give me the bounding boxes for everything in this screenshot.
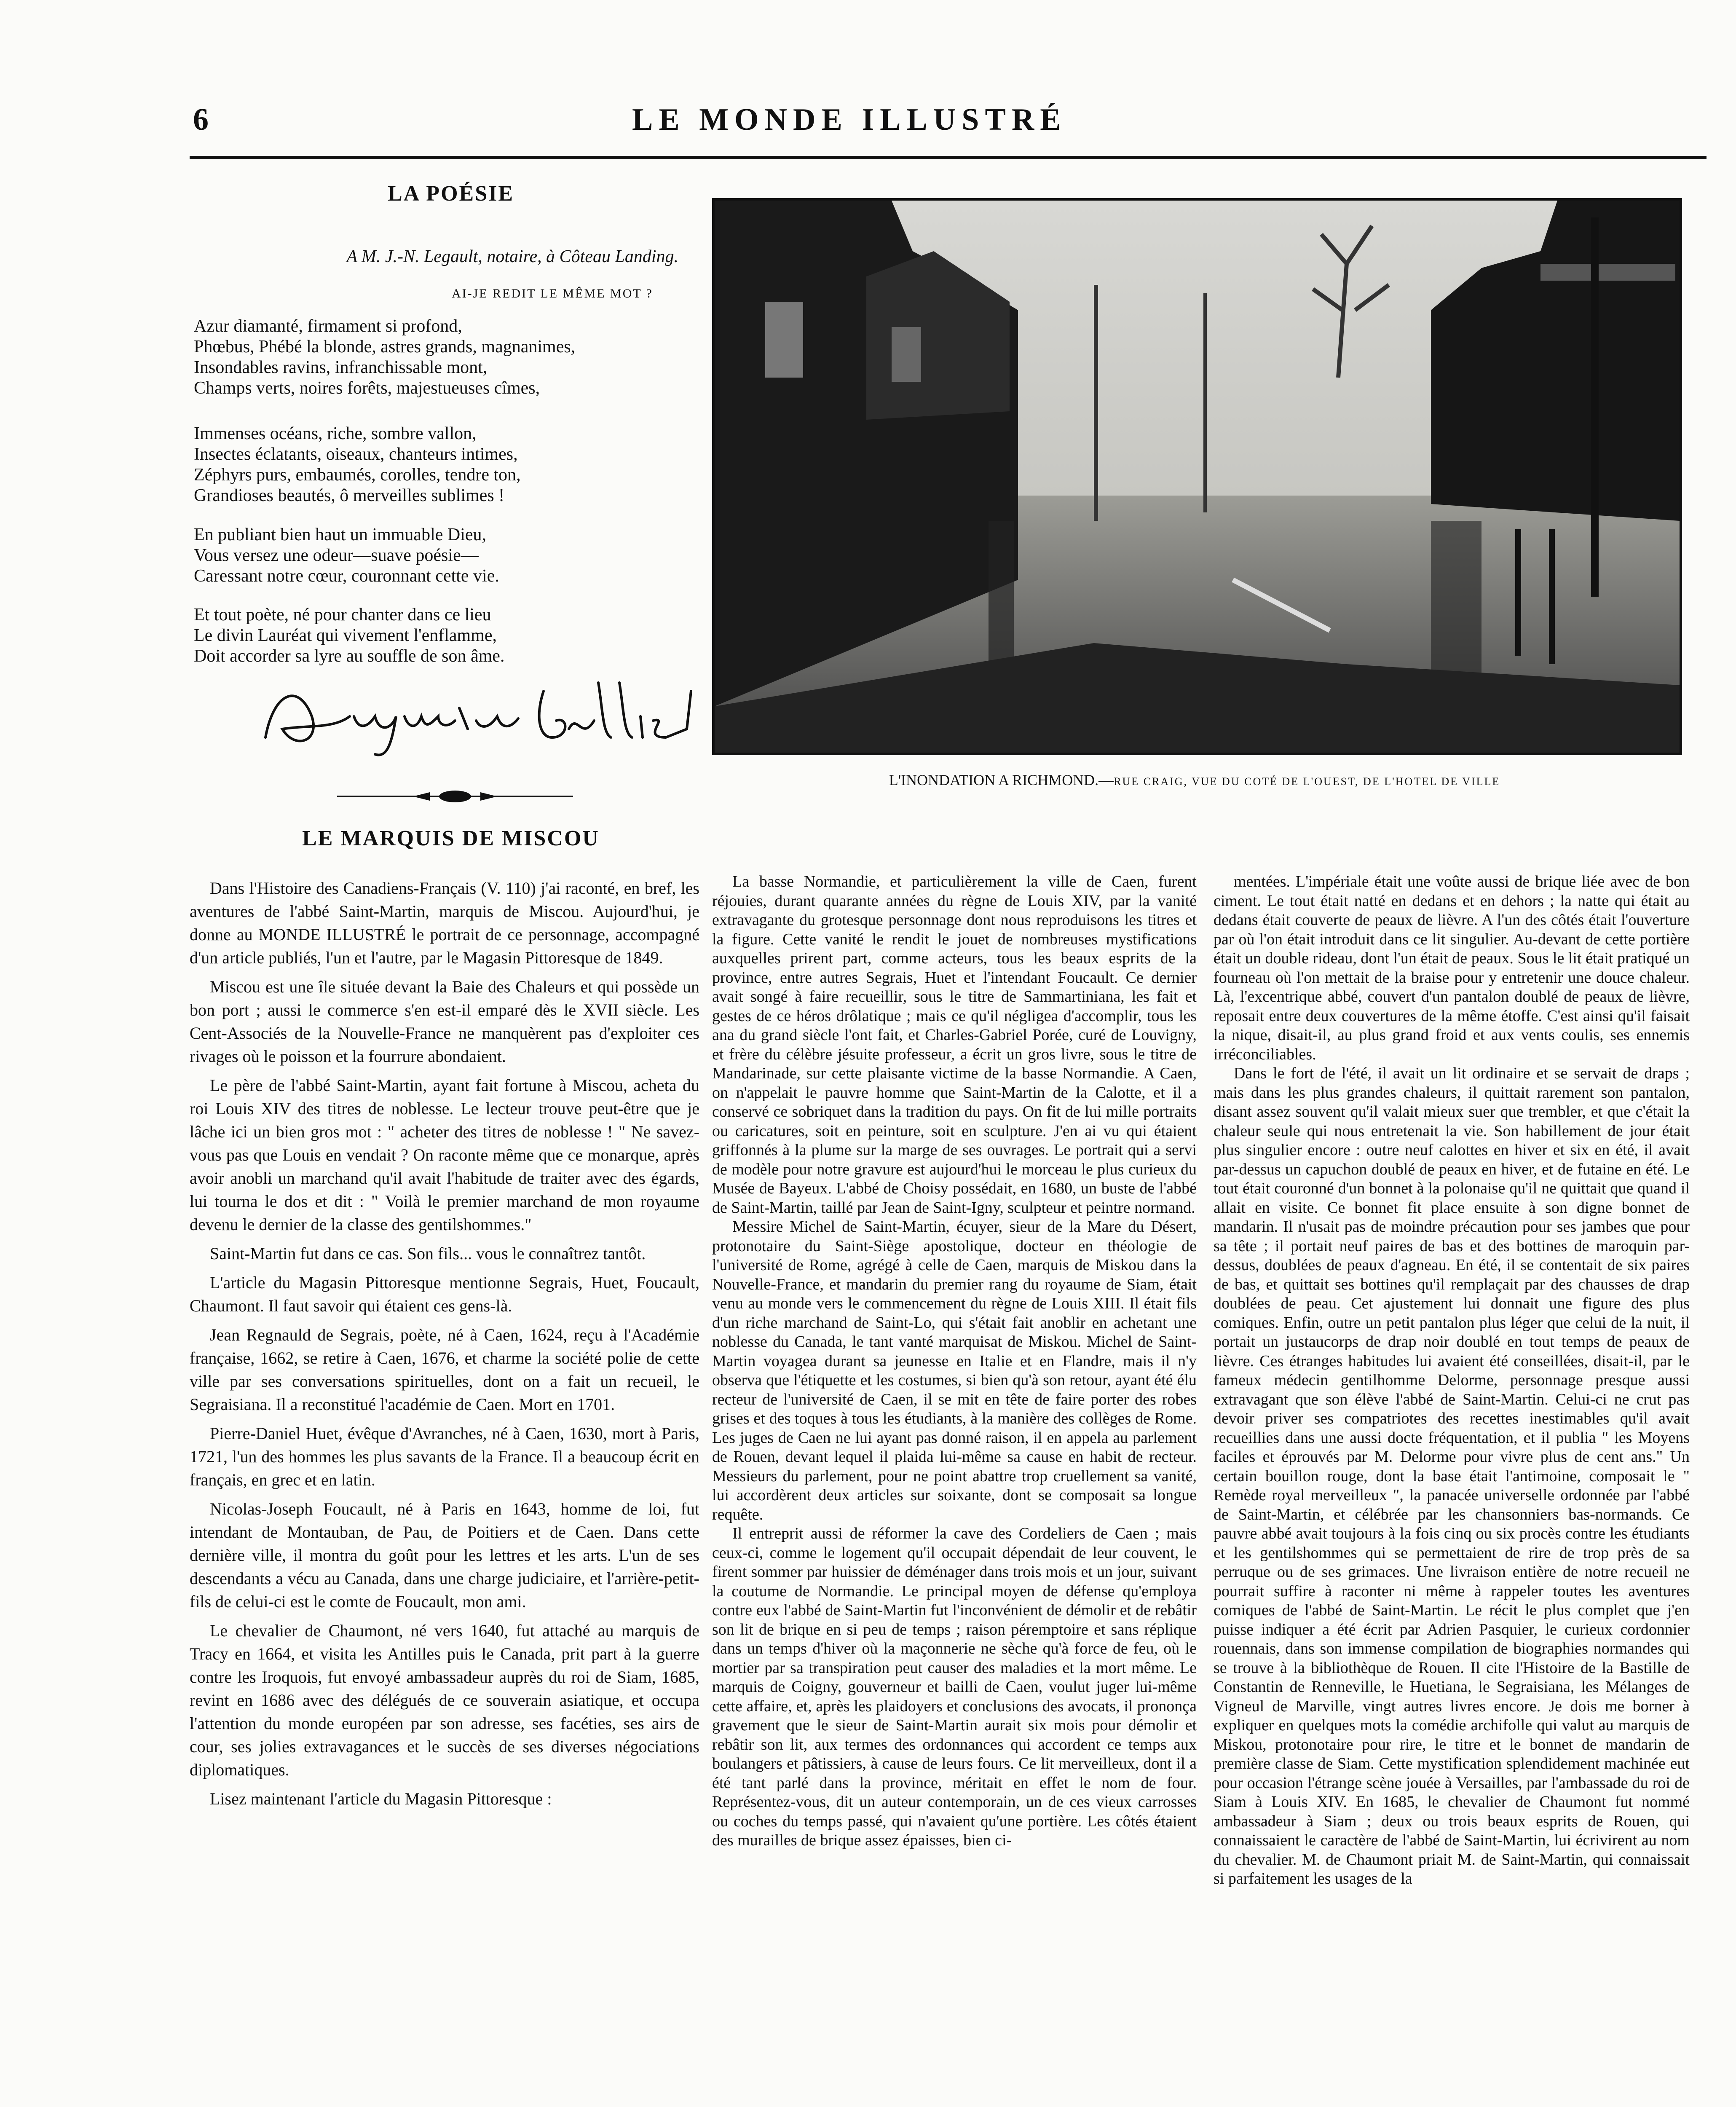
poem-stanza (194, 424, 742, 506)
poem-line: Doit accorder sa lyre au souffle de son âme. (194, 646, 505, 666)
article-paragraph: Lisez maintenant l'article du Magasin Pittoresque : (210, 1789, 552, 1808)
poem-line: Grandioses beautés, ô merveilles sublimes ! (194, 486, 505, 505)
article-paragraph: Jean Regnauld de Segrais, poète, né à Caen, 1624, reçu à l'Académie française, 1662, se retire à Caen, 1676, et charme la société polie de cette ville par ses conversations spirituelles, dont on a fait un recueil, le Segraisiana. Il a reconstitué l'académie de Caen. Mort en 1701. (190, 1325, 699, 1414)
article-paragraph: Messire Michel de Saint-Martin, écuyer, sieur de la Mare du Désert, protonotaire du Saint-Siège apostolique, docteur en théologie de l'université de Rome, agrégé à celle de Caen, marquis de Miskou dans la Nouvelle-France, et mandarin du premier rang du royaume de Siam, était venu au monde vers le commencement du règne de Louis XIII. Il était fils d'un riche marchand de Saint-Lo, qui s'était fait anoblir en achetant une noblesse du Canada, le tant vanté marquisat de Miskou. Michel de Saint-Martin voyagea durant sa jeunesse en Italie et en Flandre, mais il n'y observa que l'étiquette et les costumes, si bien qu'à son retour, ayant été élu recteur de l'université de Caen, il se mit en tête de faire porter des robes grises et des toques à tous les étudiants, à la manière des collèges de Rome. Les juges de Caen ne lui ayant pas donné raison, il en appela au parlement de Rouen, devant lequel il plaida lui-même sa cause en habit de recteur. Messieurs du parlement, pour ne point abattre trop cruellement sa vanité, lui accordèrent deux articles sur soixante, dont se composait sa longue requête. (712, 1218, 1197, 1523)
poem-epigraph: AI-JE REDIT LE MÊME MOT ? (451, 287, 653, 300)
poem-stanza (194, 316, 742, 399)
poem-stanza (194, 605, 742, 667)
poem-line: Le divin Lauréat qui vivement l'enflamme, (194, 626, 497, 645)
poem-title: LA POÉSIE (387, 182, 514, 206)
article-column-2 (712, 872, 1197, 1850)
photo-caption-detail: RUE CRAIG, VUE DU COTÉ DE L'OUEST, DE L'HOTEL DE VILLE (1114, 775, 1500, 788)
article-paragraph: Miscou est une île située devant la Baie des Chaleurs et qui possède un bon port ; aussi le commerce s'en est-il emparé dès le XVII siècle. Les Cent-Associés de la Nouvelle-France ne manquèrent pas d'exploiter ces rivages où le poisson et la fourrure abondaient. (190, 977, 699, 1066)
page-number: 6 (193, 102, 209, 137)
poem-line: Phœbus, Phébé la blonde, astres grands, magnanimes, (194, 337, 576, 357)
article-paragraph: Pierre-Daniel Huet, évêque d'Avranches, né à Caen, 1630, mort à Paris, 1721, l'un des hommes les plus savants de la France. Il a beaucoup écrit en français, en grec et en latin. (190, 1424, 699, 1489)
article-column-3 (1214, 872, 1690, 1889)
article-paragraph: Le chevalier de Chaumont, né vers 1640, fut attaché au marquis de Tracy en 1664, et visita les Antilles puis le Canada, prit part à la guerre contre les Iroquois, fut envoyé ambassadeur auprès du roi de Siam, 1685, revint en 1686 avec des délégués de ce souverain asiatique, et occupa l'attention du monde européen par son adresse, ses facéties, ses airs de cour, ses jolies extravagances et le succès de ses diverses négociations diplomatiques. (190, 1621, 699, 1779)
article-paragraph: Saint-Martin fut dans ce cas. Son fils... vous le connaîtrez tantôt. (210, 1244, 646, 1263)
flood-photograph (712, 198, 1682, 755)
poem-line: Et tout poète, né pour chanter dans ce lieu (194, 605, 491, 625)
article-paragraph: Dans le fort de l'été, il avait un lit ordinaire et se servait de draps ; mais dans les plus grandes chaleurs, il quittait rarement son pantalon, disant assez souvent qu'il valait mieux suer que trembler, et que c'était la chaleur seule qui nous entretenait la vie. Son habillement de jour était plus singulier encore : outre neuf calottes en hiver et six en été, il avait par-dessus un capuchon doublé de peaux en hiver, et de futaine en été. Le tout était couronné d'un bonnet à la polonaise qu'il ne quittait que quand il allait en visite. Ce bonnet fit place ensuite à son digne bonnet de mandarin. Il n'usait pas de moindre précaution pour ses jambes que pour sa tête ; il portait neuf paires de bas et des bottines de maroquin par-dessus, doublées de peaux d'agneau. En été, il se contentait de six paires de bas, et quittait ses bottines qu'il remplaçait par des chausses de drap doublées de peau. Cet ajustement lui donnait une figure des plus comiques. Enfin, outre un petit pantalon plus léger que celui de la nuit, il portait un justaucorps de drap noir doublé en tout temps de peaux de lièvre. Ces étranges habitudes lui avaient été conseillées, disait-il, par le fameux médecin gentilhomme Delorme, personnage presque aussi extravagant que son élève l'abbé de Saint-Martin. Celui-ci ne crut pas devoir priver ses compatriotes des recettes inestimables qu'il avait recueillies dans une aussi docte fréquentation, et il publia " les Moyens faciles et éprouvés par M. Delorme pour vivre plus de cent ans." Un certain bouillon rouge, dont la base était l'antimoine, composait le " Remède royal merveilleux ", la panacée universelle ordonnée par l'abbé de Saint-Martin, et célébrée par les chansonniers bas-normands. Ce pauvre abbé avait toujours à la fois cinq ou six procès contre les étudiants et les gentilshommes qui se permettaient de rire de trop près de sa perruque ou de ses grimaces. Une livraison entière de notre recueil ne pourrait suffire à raconter ni même à rappeler toutes les aventures comiques de l'abbé de Saint-Martin. Le récit le plus complet que j'en puisse indiquer a été écrit par Adrien Pasquier, le curieux cordonnier rouennais, dans son immense compilation de biographies normandes qui se trouve à la bibliothèque de Rouen. Il cite l'Histoire de la Bastille de Constantin de Renneville, le Huetiana, le Segraisiana, les Mélanges de Vigneul de Marville, vingt autres livres encore. Je dois me borner à expliquer en quelques mots la comédie archifolle qui valut au marquis de Miskou, protonotaire pour rire, le titre et le bonnet de mandarin de première classe de Siam. Cette mystification splendidement machinée eut pour occasion l'étrange scène jouée à Versailles, par l'ambassade du roi de Siam à Louis XIV. En 1685, le chevalier de Chaumont fut nommé ambassadeur à Siam ; deux ou trois beaux esprits de Rouen, qui connaissaient le caractère de l'abbé de Saint-Martin, lui écrivirent au nom du chevalier. M. de Chaumont priait M. de Saint-Martin, qui connaissait si parfaitement les usages de la (1214, 1064, 1690, 1887)
poem-line: Immenses océans, riche, sombre vallon, (194, 424, 477, 443)
photo-caption-title: L'INONDATION A RICHMOND.— (889, 772, 1114, 788)
poem-stanza (194, 525, 742, 587)
article-column-1 (190, 877, 699, 1816)
article-paragraph: L'article du Magasin Pittoresque mentionne Segrais, Huet, Foucault, Chaumont. Il faut savoir qui étaient ces gens-là. (190, 1273, 699, 1315)
article-paragraph: Le père de l'abbé Saint-Martin, ayant fait fortune à Miscou, acheta du roi Louis XIV des titres de noblesse. Le lecteur trouve peut-être que je lâche ici un bien gros mot : " acheter des titres de noblesse ! " Ne savez-vous pas que Louis en vendait ? On raconte même que ce monarque, après avoir anobli un marchand qu'il avait l'habitude de traiter avec des égards, lui tourna le dos et dit : " Voilà le premier marchand de mon royaume devenu le dernier de la classe des gentilshommes." (190, 1076, 699, 1234)
poem-line: Insondables ravins, infranchissable mont, (194, 358, 488, 377)
article-title: LE MARQUIS DE MISCOU (302, 826, 600, 850)
article-paragraph: mentées. L'impériale était une voûte aussi de brique liée avec de bon ciment. Le tout était natté en dedans et en dehors ; la natte qui était au dedans était couverte de peaux de lièvre. A l'un des côtés était l'ouverture par où l'on était introduit dans ce lit singulier. Au-devant de cette portière était un double rideau, dont l'un était de peaux. Sous le lit était pratiqué un fourneau où l'on mettait de la braise pour y entretenir une douce chaleur. Là, l'excentrique abbé, couvert d'un pantalon doublé de peaux de lièvre, reposait entre deux couvertures de la même étoffe. C'est ainsi qu'il faisait la nique, disait-il, au plus grand froid et aux vents coulis, ses ennemis irréconciliables. (1214, 873, 1690, 1063)
article-paragraph: Nicolas-Joseph Foucault, né à Paris en 1643, homme de loi, fut intendant de Montauban, de Pau, de Poitiers et de Caen. Dans cette dernière ville, il montra du goût pour les lettres et les arts. L'un de ses descendants a vécu au Canada, dans une charge judiciaire, et l'arrière-petit-fils de celui-ci est le comte de Foucault, mon ami. (190, 1499, 699, 1611)
masthead: LE MONDE ILLUSTRÉ (632, 102, 1067, 137)
article-paragraph: Dans l'Histoire des Canadiens-Français (V. 110) j'ai raconté, en bref, les aventures de l'abbé Saint-Martin, marquis de Miscou. Aujourd'hui, je donne au MONDE ILLUSTRÉ le portrait de ce personnage, accompagné d'un article publiés, l'un et l'autre, par le Magasin Pittoresque de 1849. (190, 879, 699, 967)
poem-line: Champs verts, noires forêts, majestueuses cîmes, (194, 378, 540, 398)
poem-dedication: A M. J.-N. Legault, notaire, à Côteau Landing. (346, 247, 678, 266)
article-paragraph: Il entreprit aussi de réformer la cave des Cordeliers de Caen ; mais ceux-ci, comme le logement qu'il occupait dépendait de leur couvent, le firent sommer par huissier de déménager dans trois mois et un jour, suivant la coutume de Normandie. Le principal moyen de défense qu'employa contre eux l'abbé de Saint-Martin fut l'inconvénient de démolir et de rebâtir son lit de brique en si peu de temps ; raison péremptoire et sans réplique dans un temps d'hiver où la maçonnerie ne sèche qu'à force de feu, où le mortier par sa transpiration peut causer des maladies et la mort même. Le marquis de Coigny, gouverneur et bailli de Caen, voulut juger lui-même cette affaire, et, après les plaidoyers et conclusions des avocats, il prononça gravement que le sieur de Saint-Martin aurait six mois pour démolir et rebâtir son lit, aux termes des ordonnances qui accordent ce temps aux boulangers et pâtissiers, à cause de leurs fours. Ce lit merveilleux, dont il a été tant parlé dans la province, méritait en effet le nom de four. Représentez-vous, dit un auteur contemporain, un de ces vieux carrosses ou coches du temps passé, qui n'avaient qu'une portière. Les côtés étaient des murailles de brique assez épaisses, bien ci- (712, 1525, 1197, 1849)
poem-line: Insectes éclatants, oiseaux, chanteurs intimes, (194, 445, 518, 464)
poem-line: Caressant notre cœur, couronnant cette vie. (194, 566, 499, 586)
section-ornament (329, 788, 581, 805)
poem-line: En publiant bien haut un immuable Dieu, (194, 525, 487, 544)
header-rule (190, 156, 1707, 159)
poem-line: Zéphyrs purs, embaumés, corolles, tendre ton, (194, 465, 521, 485)
article-paragraph: La basse Normandie, et particulièrement la ville de Caen, furent réjouies, durant quarante années du règne de Louis XIV, par la vanité extravagante du grotesque personnage dont nous reproduisons les titres et la figure. Cette vanité le rendit le jouet de nombreuses mystifications auxquelles prirent part, comme acteurs, tous les beaux esprits de la province, entre autres Segrais, Huet et l'intendant Foucault. Ce dernier avait songé à faire recueillir, sous le titre de Sammartiniana, les fait et gestes de ce héros drôlatique ; mais ce qu'il négligea d'accomplir, tous les ana du grand siècle l'ont fait, et Charles-Gabriel Porée, curé de Louvigny, et frère du célèbre jésuite professeur, a écrit un gros livre, sous le titre de Mandarinade, sur cette plaisante victime de la basse Normandie. A Caen, on n'appelait le pauvre homme que Saint-Martin de la Calotte, et il a conservé ce sobriquet dans la tradition du pays. On fit de lui mille portraits ou caricatures, soit en peinture, soit en sculpture. J'en ai vu qui étaient griffonnés à la plume sur la marge de ses ouvrages. Le portrait qui a servi de modèle pour notre gravure est aujourd'hui le morceau le plus curieux du Musée de Bayeux. L'abbé de Choisy possédait, en 1680, un buste de l'abbé de Saint-Martin, taillé par Jean de Saint-Igny, sculpteur et peintre normand. (712, 873, 1197, 1217)
poem-line: Vous versez une odeur—suave poésie— (194, 546, 479, 565)
photo-caption (712, 771, 1677, 789)
handwritten-signature (249, 666, 712, 767)
poem-line: Azur diamanté, firmament si profond, (194, 316, 462, 336)
